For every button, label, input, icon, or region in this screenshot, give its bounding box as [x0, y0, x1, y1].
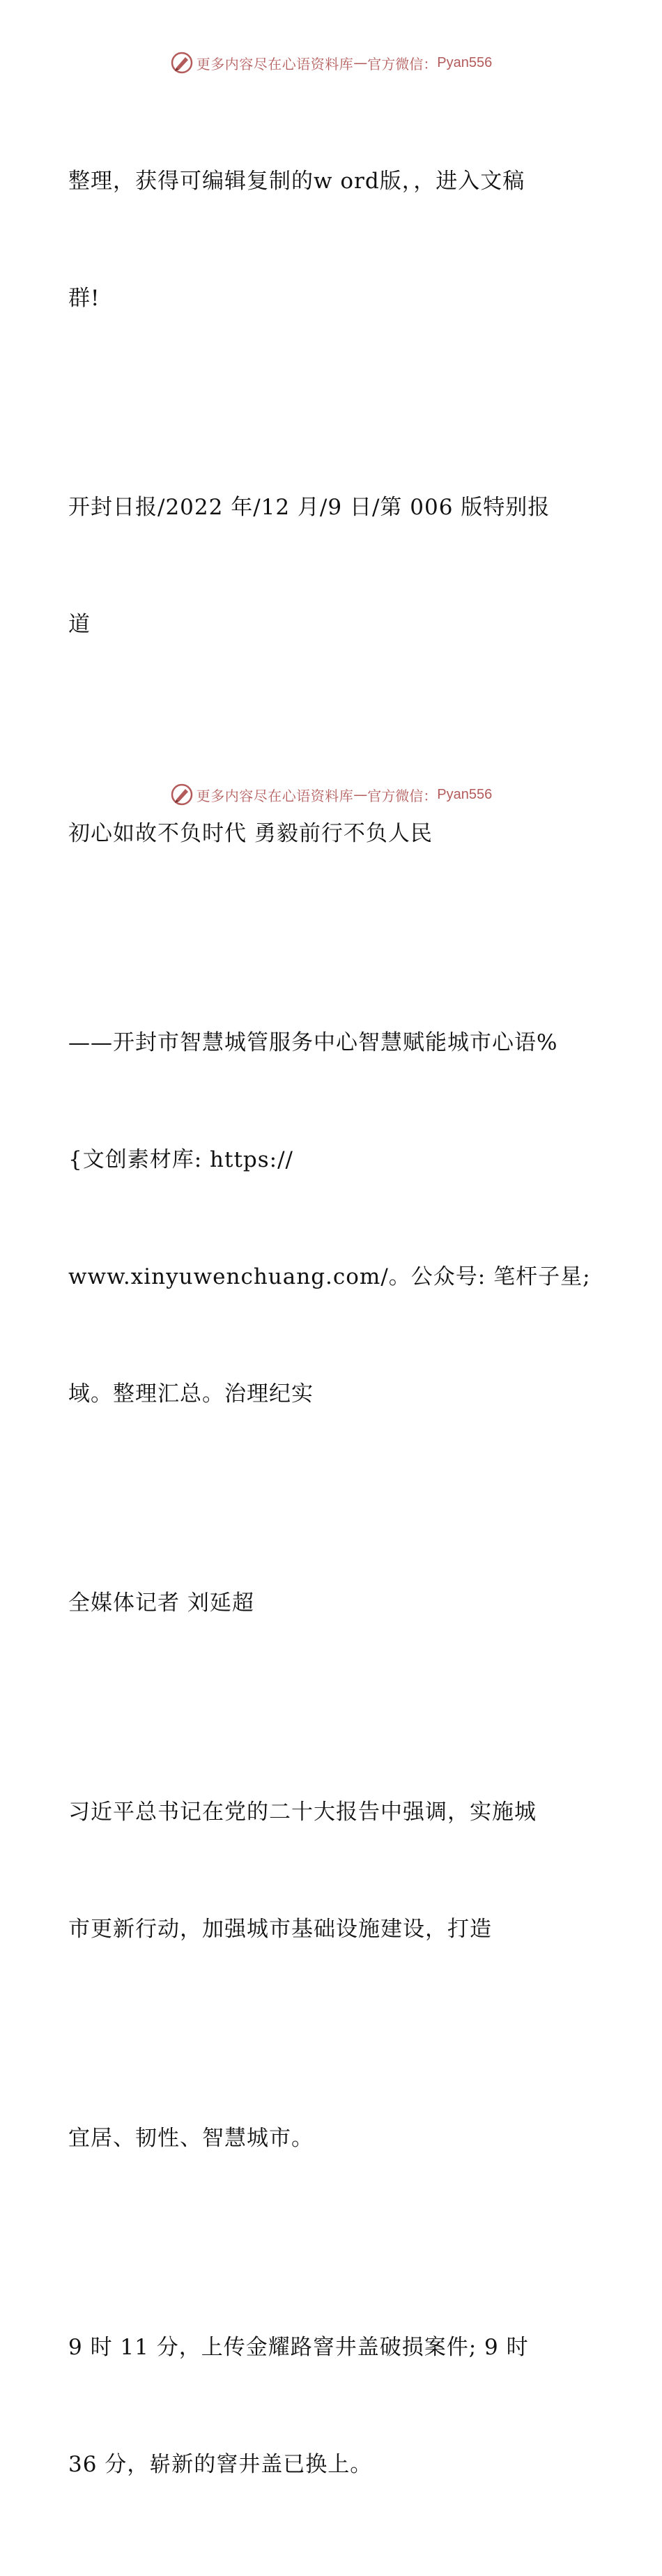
header-watermark	[0, 49, 662, 77]
watermark-wechat-label: 官方微信：	[367, 787, 438, 804]
document-body	[68, 84, 598, 2576]
text-line: 宜居、韧性、智慧城市。	[68, 2126, 314, 2151]
paragraph-body-2	[68, 2041, 598, 2236]
text-line: 36 分，崭新的窨井盖已换上。	[68, 2452, 373, 2477]
text-line: ——开封市智慧城管服务中心智慧赋能城市心语%	[68, 1030, 558, 1055]
text-line: 习近平总书记在党的二十大报告中强调，实施城	[68, 1800, 537, 1825]
paragraph-byline	[68, 1505, 598, 1701]
paragraph-intro	[68, 84, 598, 396]
paragraph-subheadline	[68, 945, 598, 1492]
paragraph-source	[68, 410, 598, 722]
text-line: www.xinyuwenchuang.com/。公众号: 笔杆子星;	[68, 1264, 591, 1289]
watermark-dash: —	[353, 786, 368, 803]
text-line: 道	[68, 612, 91, 637]
watermark-text: 更多内容尽在心语资料库	[196, 787, 354, 804]
pen-logo-icon	[170, 51, 194, 75]
text-line: 9 时 11 分，上传金耀路窨井盖破损案件; 9 时	[68, 2335, 529, 2360]
text-line: 开封日报/2022 年/12 月/9 日/第 006 版特别报	[68, 495, 551, 520]
pen-logo-icon	[170, 783, 194, 806]
text-line: 整理，获得可编辑复制的w ord版，，进入文稿	[68, 169, 525, 194]
text-line: 全媒体记者 刘延超	[68, 1590, 254, 1616]
paragraph-body-1	[68, 1715, 598, 2027]
watermark-dash: —	[353, 54, 368, 71]
watermark-wechat-id: Pyan556	[437, 54, 493, 70]
watermark-text: 更多内容尽在心语资料库	[196, 55, 354, 72]
text-line: 群!	[68, 286, 100, 311]
paragraph-headline	[68, 736, 598, 931]
text-line: {文创素材库: https://	[68, 1147, 293, 1172]
paragraph-body-3	[68, 2250, 598, 2562]
text-line: 域。整理汇总。治理纪实	[68, 1381, 314, 1406]
text-line: 初心如故不负时代 勇毅前行不负人民	[68, 821, 433, 846]
watermark-wechat-label: 官方微信：	[367, 55, 438, 72]
text-line: 市更新行动，加强城市基础设施建设，打造	[68, 1917, 492, 1942]
watermark-wechat-id: Pyan556	[437, 786, 493, 802]
footer-watermark	[0, 781, 662, 808]
